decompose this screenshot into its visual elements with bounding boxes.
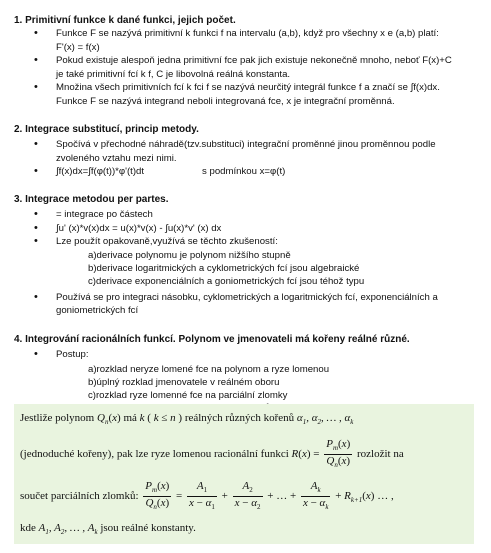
list-item: [14, 208, 485, 222]
list-item: [14, 138, 485, 165]
text-line: Lze použít opakovaně,využívá se těchto zkušeností:: [56, 236, 278, 248]
formula-text: má: [123, 412, 137, 424]
text-line: • Používá se pro integraci násobku, cyklometrických a logaritmických fcí, exponenciálních a: [56, 291, 438, 303]
math-fraction: $\frac{P_m(x)}{Q_n(x)}$: [326, 438, 351, 470]
formula-text: součet parciálních zlomků:: [20, 490, 139, 503]
math-fraction: $\frac{A_2}{x - \alpha_2}$: [234, 480, 261, 512]
text-line: Funkce F se nazývá integrand neboli integrovaná fce, x je integrační proměnná.: [56, 95, 395, 107]
text-line: • Spočívá v přechodné náhradě(tzv.substituci) integrační proměnné jinou proměnnou podle: [56, 139, 436, 150]
text-line: je také primitivní fcí k f, C je libovolná reálná konstanta.: [56, 68, 291, 80]
text-line: • Funkce F se nazývá primitivní k funkci f na intervalu (a,b), když pro všechny x e (a,b) platí:: [56, 28, 439, 39]
list-item: [14, 348, 485, 362]
list-item: [14, 81, 485, 108]
formula-text: reálných různých kořenů: [184, 412, 295, 424]
section-2: [14, 123, 485, 179]
sub-list: [14, 249, 485, 289]
formula-line-3: součet parciálních zlomků: $\frac{P_m(x)}{Q_n(x)}$ = $\frac{A_1}{x - \alpha_1}$ + $\frac{A_2}{x - \alpha_2}$ + … + $\frac{A_k}{x - \alpha_k}$ + $R_{k+1}(x)$ … ,: [20, 480, 394, 512]
text-line: • Pokud existuje alespoň jedna primitivní fce pak jich existuje nekonečně mnoho, neboť F(x)+C: [56, 55, 452, 67]
list-item: [14, 54, 485, 81]
sub-item: a)rozklad neryze lomené fce na polynom a ryze lomenou: [88, 363, 330, 375]
formula-line-2: (jednoduché kořeny), pak lze ryze lomenou racionální funkci R(x) = $\frac{P_m(x)}{Q_n(x)}$ rozložit na: [20, 438, 404, 470]
list-item: [14, 222, 485, 236]
formula-line-4: [20, 522, 196, 536]
text-line: F'(x) = f(x): [56, 41, 100, 53]
math-fraction: $\frac{P_m(x)}{Q_n(x)}$: [145, 480, 170, 512]
bullet-list: [14, 138, 485, 179]
sub-item: c)rozklad ryze lomenné fce na parciální zlomky: [88, 390, 288, 402]
section-title: 2. Integrace substitucí, princip metody.: [14, 124, 199, 135]
math-fraction: $\frac{A_k}{x - \alpha_k}$: [302, 480, 329, 512]
formula-box: [14, 404, 474, 544]
sub-item: b)derivace logaritmických a cyklometrických fcí jsou algebraické: [88, 263, 360, 275]
formula-text: kde: [20, 522, 36, 534]
list-item: [14, 235, 485, 249]
math-remainder: $R_{k+1}$: [344, 490, 363, 505]
math-constants: $A_1$, $A_2$, … , $A_k$: [38, 522, 98, 537]
bullet-list: [14, 291, 485, 318]
section-title: 4. Integrování racionálních funkcí. Polynom ve jmenovateli má kořeny reálné různé.: [14, 334, 410, 345]
text-line: goniometrických fcí: [56, 305, 139, 317]
sub-item: b)úplný rozklad jmenovatele v reálném oboru: [88, 376, 280, 388]
bullet-list: [14, 348, 485, 362]
list-item: [14, 291, 485, 318]
formula-text: (jednoduché kořeny), pak lze ryze lomenou racionální funkci: [20, 448, 289, 461]
section-title: 1. Primitivní funkce k dané funkci, jejich počet.: [14, 15, 236, 26]
section-title: 3. Integrace metodou per partes.: [14, 194, 169, 205]
sub-item: c)derivace exponenciálních a goniometrických fcí jsou téhož typu: [88, 276, 365, 288]
math-Qn: $Q_n$: [97, 412, 109, 427]
text-line: • Množina všech primitivních fcí k fci f se nazývá neurčitý integrál funkce f a značí se ∫f(x)dx.: [56, 82, 440, 94]
list-item: [14, 165, 485, 179]
text-line: ∫u' (x)*v(x)dx = u(x)*v(x) - ∫u(x)*v' (x) dx: [56, 222, 222, 234]
sub-item: a)derivace polynomu je polynom nižšího stupně: [88, 249, 291, 261]
text-line: zvoleného vztahu mezi nimi.: [56, 152, 177, 164]
bullet-list: [14, 208, 485, 249]
math-k-le-n: k: [139, 412, 145, 424]
bullet-list: [14, 27, 485, 109]
text-line: = integrace po částech: [56, 209, 153, 220]
math-roots: $\alpha_1$, $\alpha_2$, … , $\alpha_k$: [296, 412, 354, 427]
list-item: [14, 27, 485, 54]
math-R: R: [291, 448, 299, 461]
formula-text: rozložit na: [356, 448, 404, 461]
text-line: Postup:: [56, 349, 89, 360]
section-3: [14, 193, 485, 318]
formula-line-1: Jestliže polynom $Q_n(x)$ má k ( k ≤ n ) reálných různých kořenů $\alpha_1$, $\alpha_2$, … , $\alpha_k$: [20, 412, 354, 427]
substitution-formula: ∫f(x)dx=∫f(φ(t))*φ'(t)dt: [56, 166, 145, 178]
section-1: [14, 14, 485, 109]
substitution-condition: s podmínkou x=φ(t): [202, 166, 286, 178]
formula-text: jsou reálné konstanty.: [100, 522, 196, 534]
math-fraction: $\frac{A_1}{x - \alpha_1}$: [189, 480, 215, 512]
formula-text: Jestliže polynom: [20, 412, 95, 424]
